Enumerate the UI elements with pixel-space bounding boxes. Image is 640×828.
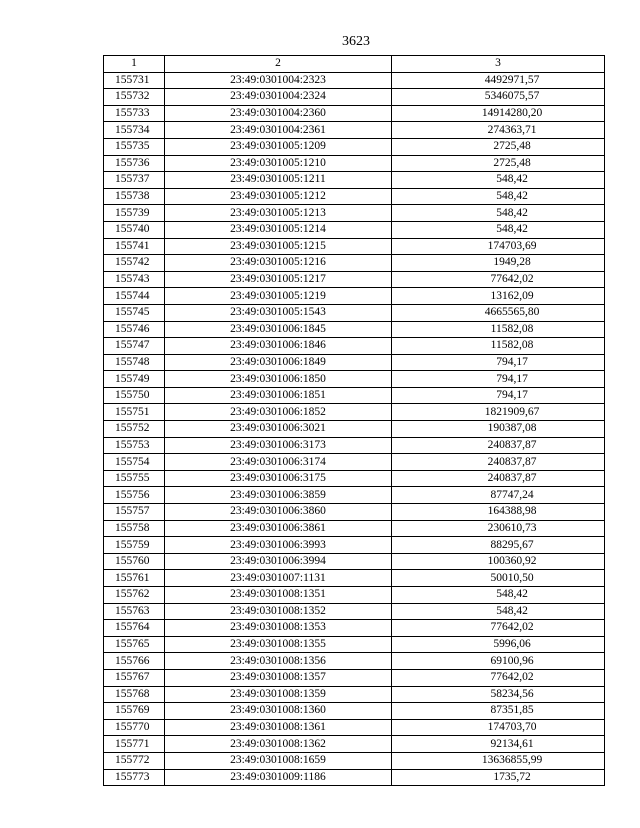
- table-row: [104, 105, 605, 122]
- value-cell: 240837,87: [392, 454, 605, 471]
- row-number-cell: 155732: [104, 89, 165, 106]
- row-number-cell: 155762: [104, 587, 165, 604]
- table-row: [104, 221, 605, 238]
- value-cell: 548,42: [392, 172, 605, 189]
- table-row: [104, 470, 605, 487]
- value-cell: 794,17: [392, 354, 605, 371]
- value-cell: 548,42: [392, 587, 605, 604]
- row-number-cell: 155734: [104, 122, 165, 139]
- table-row: [104, 89, 605, 106]
- row-number-cell: 155770: [104, 719, 165, 736]
- column-header-1: 1: [104, 56, 165, 73]
- table-row: [104, 72, 605, 89]
- cadastral-number-cell: 23:49:0301008:1351: [165, 587, 392, 604]
- table-row: [104, 255, 605, 272]
- table-row: [104, 520, 605, 537]
- row-number-cell: 155742: [104, 255, 165, 272]
- value-cell: 174703,69: [392, 238, 605, 255]
- table-row: [104, 669, 605, 686]
- cadastral-number-cell: 23:49:0301008:1353: [165, 620, 392, 637]
- cadastral-number-cell: 23:49:0301005:1211: [165, 172, 392, 189]
- row-number-cell: 155744: [104, 288, 165, 305]
- value-cell: 11582,08: [392, 321, 605, 338]
- table-row: [104, 321, 605, 338]
- row-number-cell: 155754: [104, 454, 165, 471]
- value-cell: 1821909,67: [392, 404, 605, 421]
- cadastral-number-cell: 23:49:0301004:2361: [165, 122, 392, 139]
- value-cell: 2725,48: [392, 138, 605, 155]
- cadastral-number-cell: 23:49:0301005:1209: [165, 138, 392, 155]
- row-number-cell: 155768: [104, 686, 165, 703]
- value-cell: 13636855,99: [392, 752, 605, 769]
- value-cell: 77642,02: [392, 620, 605, 637]
- value-cell: 174703,70: [392, 719, 605, 736]
- row-number-cell: 155761: [104, 570, 165, 587]
- row-number-cell: 155773: [104, 769, 165, 786]
- cadastral-number-cell: 23:49:0301005:1219: [165, 288, 392, 305]
- row-number-cell: 155747: [104, 338, 165, 355]
- cadastral-number-cell: 23:49:0301006:3860: [165, 504, 392, 521]
- row-number-cell: 155735: [104, 138, 165, 155]
- row-number-cell: 155759: [104, 537, 165, 554]
- cadastral-number-cell: 23:49:0301004:2324: [165, 89, 392, 106]
- table-row: [104, 719, 605, 736]
- value-cell: 77642,02: [392, 669, 605, 686]
- row-number-cell: 155748: [104, 354, 165, 371]
- row-number-cell: 155736: [104, 155, 165, 172]
- table-row: [104, 736, 605, 753]
- table-header: [104, 56, 605, 73]
- cadastral-number-cell: 23:49:0301008:1361: [165, 719, 392, 736]
- cadastral-number-cell: 23:49:0301006:3173: [165, 437, 392, 454]
- value-cell: 794,17: [392, 371, 605, 388]
- row-number-cell: 155741: [104, 238, 165, 255]
- cadastral-number-cell: 23:49:0301008:1362: [165, 736, 392, 753]
- value-cell: 5346075,57: [392, 89, 605, 106]
- table-row: [104, 686, 605, 703]
- row-number-cell: 155749: [104, 371, 165, 388]
- cadastral-number-cell: 23:49:0301004:2360: [165, 105, 392, 122]
- value-cell: 87351,85: [392, 703, 605, 720]
- row-number-cell: 155752: [104, 421, 165, 438]
- cadastral-number-cell: 23:49:0301005:1213: [165, 205, 392, 222]
- value-cell: 1949,28: [392, 255, 605, 272]
- cadastral-number-cell: 23:49:0301008:1356: [165, 653, 392, 670]
- table-row: [104, 703, 605, 720]
- value-cell: 230610,73: [392, 520, 605, 537]
- page-number: 3623: [342, 34, 370, 49]
- value-cell: 5996,06: [392, 636, 605, 653]
- value-cell: 548,42: [392, 205, 605, 222]
- table-row: [104, 653, 605, 670]
- table-row: [104, 238, 605, 255]
- cadastral-number-cell: 23:49:0301008:1359: [165, 686, 392, 703]
- table-row: [104, 304, 605, 321]
- table-row: [104, 122, 605, 139]
- value-cell: 240837,87: [392, 437, 605, 454]
- table-row: [104, 603, 605, 620]
- table-row: [104, 271, 605, 288]
- row-number-cell: 155758: [104, 520, 165, 537]
- value-cell: 164388,98: [392, 504, 605, 521]
- table-row: [104, 570, 605, 587]
- row-number-cell: 155740: [104, 221, 165, 238]
- table-row: [104, 338, 605, 355]
- row-number-cell: 155757: [104, 504, 165, 521]
- value-cell: 87747,24: [392, 487, 605, 504]
- row-number-cell: 155733: [104, 105, 165, 122]
- row-number-cell: 155731: [104, 72, 165, 89]
- value-cell: 548,42: [392, 603, 605, 620]
- value-cell: 240837,87: [392, 470, 605, 487]
- cadastral-number-cell: 23:49:0301005:1543: [165, 304, 392, 321]
- registry-table: [103, 55, 605, 786]
- row-number-cell: 155753: [104, 437, 165, 454]
- row-number-cell: 155760: [104, 553, 165, 570]
- row-number-cell: 155746: [104, 321, 165, 338]
- row-number-cell: 155765: [104, 636, 165, 653]
- row-number-cell: 155756: [104, 487, 165, 504]
- table-row: [104, 553, 605, 570]
- value-cell: 190387,08: [392, 421, 605, 438]
- table-row: [104, 288, 605, 305]
- value-cell: 88295,67: [392, 537, 605, 554]
- cadastral-number-cell: 23:49:0301006:1851: [165, 387, 392, 404]
- table-row: [104, 752, 605, 769]
- row-number-cell: 155769: [104, 703, 165, 720]
- table-row: [104, 487, 605, 504]
- row-number-cell: 155751: [104, 404, 165, 421]
- value-cell: 548,42: [392, 221, 605, 238]
- value-cell: 2725,48: [392, 155, 605, 172]
- table-row: [104, 404, 605, 421]
- cadastral-number-cell: 23:49:0301005:1212: [165, 188, 392, 205]
- cadastral-number-cell: 23:49:0301006:1849: [165, 354, 392, 371]
- cadastral-number-cell: 23:49:0301006:3861: [165, 520, 392, 537]
- cadastral-number-cell: 23:49:0301006:3175: [165, 470, 392, 487]
- cadastral-number-cell: 23:49:0301005:1216: [165, 255, 392, 272]
- cadastral-number-cell: 23:49:0301007:1131: [165, 570, 392, 587]
- cadastral-number-cell: 23:49:0301006:3021: [165, 421, 392, 438]
- header-row: [104, 56, 605, 73]
- cadastral-number-cell: 23:49:0301006:3859: [165, 487, 392, 504]
- row-number-cell: 155755: [104, 470, 165, 487]
- table-row: [104, 155, 605, 172]
- column-header-2: 2: [165, 56, 392, 73]
- row-number-cell: 155739: [104, 205, 165, 222]
- value-cell: 14914280,20: [392, 105, 605, 122]
- value-cell: 794,17: [392, 387, 605, 404]
- table-row: [104, 188, 605, 205]
- table-row: [104, 504, 605, 521]
- cadastral-number-cell: 23:49:0301005:1210: [165, 155, 392, 172]
- table-row: [104, 387, 605, 404]
- cadastral-number-cell: 23:49:0301008:1659: [165, 752, 392, 769]
- value-cell: 13162,09: [392, 288, 605, 305]
- table-body: [104, 72, 605, 786]
- value-cell: 11582,08: [392, 338, 605, 355]
- cadastral-number-cell: 23:49:0301009:1186: [165, 769, 392, 786]
- cadastral-number-cell: 23:49:0301005:1217: [165, 271, 392, 288]
- row-number-cell: 155771: [104, 736, 165, 753]
- row-number-cell: 155766: [104, 653, 165, 670]
- row-number-cell: 155738: [104, 188, 165, 205]
- row-number-cell: 155750: [104, 387, 165, 404]
- row-number-cell: 155767: [104, 669, 165, 686]
- value-cell: 69100,96: [392, 653, 605, 670]
- table-row: [104, 437, 605, 454]
- cadastral-number-cell: 23:49:0301008:1355: [165, 636, 392, 653]
- cadastral-number-cell: 23:49:0301006:1846: [165, 338, 392, 355]
- cadastral-number-cell: 23:49:0301008:1360: [165, 703, 392, 720]
- row-number-cell: 155743: [104, 271, 165, 288]
- table-row: [104, 769, 605, 786]
- value-cell: 77642,02: [392, 271, 605, 288]
- value-cell: 50010,50: [392, 570, 605, 587]
- table-row: [104, 620, 605, 637]
- cadastral-number-cell: 23:49:0301006:3993: [165, 537, 392, 554]
- cadastral-number-cell: 23:49:0301006:1852: [165, 404, 392, 421]
- cadastral-number-cell: 23:49:0301004:2323: [165, 72, 392, 89]
- table-row: [104, 138, 605, 155]
- cadastral-number-cell: 23:49:0301008:1357: [165, 669, 392, 686]
- row-number-cell: 155764: [104, 620, 165, 637]
- value-cell: 1735,72: [392, 769, 605, 786]
- cadastral-number-cell: 23:49:0301006:1850: [165, 371, 392, 388]
- table-row: [104, 587, 605, 604]
- row-number-cell: 155772: [104, 752, 165, 769]
- table-row: [104, 537, 605, 554]
- cadastral-number-cell: 23:49:0301006:3994: [165, 553, 392, 570]
- table-row: [104, 205, 605, 222]
- cadastral-number-cell: 23:49:0301005:1214: [165, 221, 392, 238]
- value-cell: 100360,92: [392, 553, 605, 570]
- table-row: [104, 454, 605, 471]
- value-cell: 58234,56: [392, 686, 605, 703]
- value-cell: 92134,61: [392, 736, 605, 753]
- value-cell: 4665565,80: [392, 304, 605, 321]
- table-row: [104, 636, 605, 653]
- row-number-cell: 155737: [104, 172, 165, 189]
- value-cell: 274363,71: [392, 122, 605, 139]
- value-cell: 548,42: [392, 188, 605, 205]
- cadastral-number-cell: 23:49:0301006:3174: [165, 454, 392, 471]
- table-row: [104, 172, 605, 189]
- table-row: [104, 354, 605, 371]
- column-header-3: 3: [392, 56, 605, 73]
- row-number-cell: 155763: [104, 603, 165, 620]
- value-cell: 4492971,57: [392, 72, 605, 89]
- table-row: [104, 421, 605, 438]
- table-row: [104, 371, 605, 388]
- cadastral-number-cell: 23:49:0301008:1352: [165, 603, 392, 620]
- row-number-cell: 155745: [104, 304, 165, 321]
- cadastral-number-cell: 23:49:0301006:1845: [165, 321, 392, 338]
- cadastral-number-cell: 23:49:0301005:1215: [165, 238, 392, 255]
